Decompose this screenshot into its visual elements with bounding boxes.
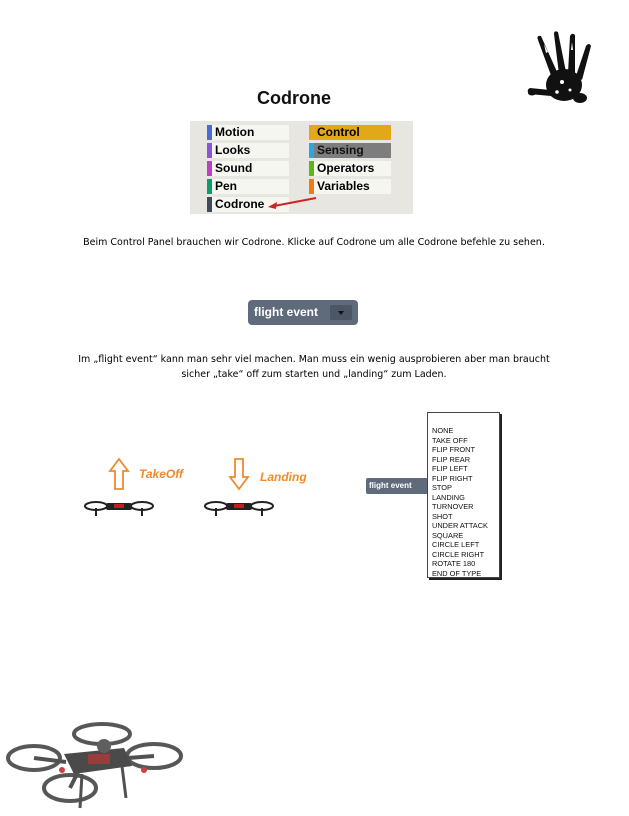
category-pen[interactable] [207,179,289,194]
paragraph-flight-event [60,352,568,382]
category-motion[interactable] [207,125,289,140]
dropdown-option[interactable]: FLIP RIGHT [432,473,473,483]
page-title: Codrone [257,88,331,108]
category-color-bar [309,125,314,140]
category-label: Motion [215,125,255,139]
arrow-down-icon [228,457,250,491]
drone-landing-icon [204,496,274,518]
red-arrow-icon [266,195,318,211]
dropdown-option[interactable]: TURNOVER [432,502,474,511]
category-label: Sound [215,161,253,175]
category-looks[interactable] [207,143,289,158]
dropdown-option[interactable]: CIRCLE LEFT [432,540,480,549]
block-label: flight event [254,305,319,319]
dropdown-option[interactable]: FLIP REAR [432,454,471,464]
drone-photo-icon [4,718,186,814]
category-control[interactable] [309,125,391,140]
category-color-bar [207,197,212,212]
dropdown-option[interactable]: CIRCLE RIGHT [432,549,485,559]
category-label: Control [317,125,360,139]
landing-label: Landing [260,470,307,484]
category-label: Operators [317,161,375,175]
category-operators[interactable] [309,161,391,176]
dropdown-option[interactable]: NONE [432,426,454,435]
category-color-bar [207,143,212,158]
dropdown-option[interactable]: UNDER ATTACK [432,521,488,530]
category-sound[interactable] [207,161,289,176]
category-variables[interactable] [309,179,391,194]
dropdown-option[interactable]: STOP [432,483,452,492]
arrow-up-icon [108,457,130,491]
dropdown-option[interactable]: FLIP LEFT [432,464,468,473]
dropdown-option[interactable]: FLIP FRONT [432,445,475,454]
flight-event-block-small[interactable]: flight event [366,478,428,494]
category-label: Variables [317,179,370,193]
dropdown-option[interactable]: LANDING [432,492,465,502]
chevron-down-icon[interactable] [330,305,352,320]
category-label: Looks [215,143,251,157]
dropdown-option[interactable]: SQUARE [432,530,464,540]
category-color-bar [207,161,212,176]
paragraph-line: sicher „take“ off zum starten und „landing“ zum Laden. [181,369,447,380]
category-color-bar [309,179,314,194]
paragraph-line: Im „flight event“ kann man sehr viel machen. Man muss ein wenig ausprobieren aber man braucht [78,354,550,365]
category-color-bar [207,125,212,140]
takeoff-label: TakeOff [139,467,184,481]
drone-takeoff-icon [84,496,154,518]
dropdown-option[interactable]: ROTATE 180 [432,559,476,568]
category-color-bar [309,143,314,158]
paragraph-control-panel: Beim Control Panel brauchen wir Codrone. Klicke auf Codrone um alle Codrone befehle zu sehen. [83,237,545,248]
flight-event-block[interactable] [248,300,358,325]
category-sensing[interactable] [309,143,391,158]
category-color-bar [207,179,212,194]
category-panel [190,121,413,214]
category-label: Codrone [215,197,265,211]
dropdown-option[interactable]: END OF TYPE [432,568,482,578]
dropdown-option[interactable]: SHOT [432,511,453,521]
flight-event-dropdown-list [427,412,500,578]
category-color-bar [309,161,314,176]
category-label: Pen [215,179,238,193]
dropdown-option[interactable]: TAKE OFF [432,435,468,445]
category-label: Sensing [317,143,364,157]
